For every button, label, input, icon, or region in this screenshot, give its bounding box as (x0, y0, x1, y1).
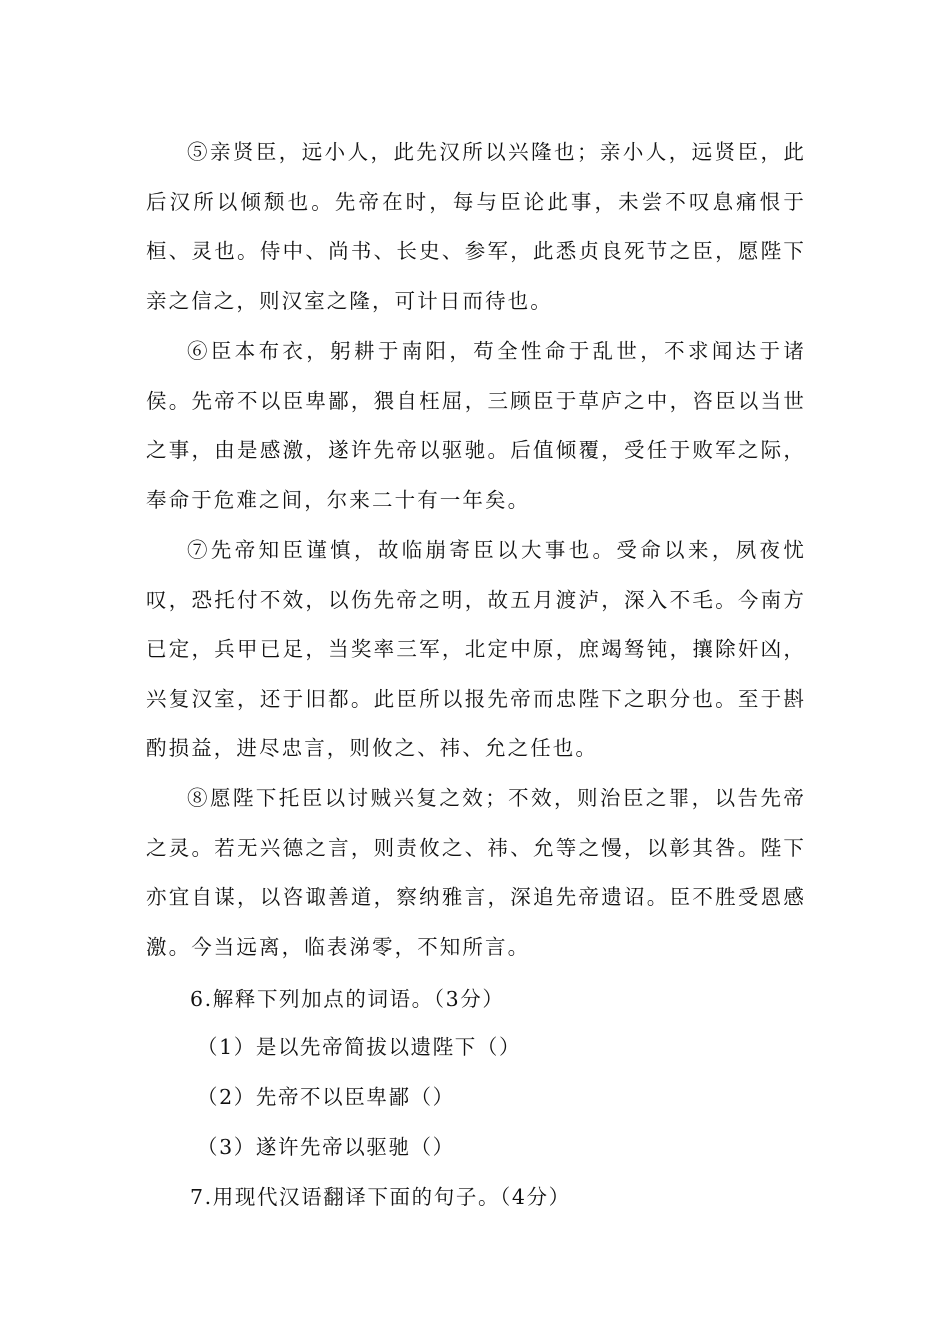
paragraph-7: ⑦先帝知臣谨慎，故临崩寄臣以大事也。受命以来，夙夜忧叹，恐托付不效，以伤先帝之明，故五月渡泸，深入不毛。今南方已定，兵甲已足，当奖率三军，北定中原，庶竭驽钝，攘除奸凶，兴复汉室，还于旧都。此臣所以报先帝而忠陛下之职分也。至于斟酌损益，进尽忠言，则攸之、祎、允之任也。 (146, 538, 806, 760)
question-6-stem: 6.解释下列加点的词语。（3分） (190, 987, 505, 1011)
paragraph-8: ⑧愿陛下托臣以讨贼兴复之效；不效，则治臣之罪，以告先帝之灵。若无兴德之言，则责攸之、祎、允等之慢，以彰其咎。陛下亦宜自谋，以咨诹善道，察纳雅言，深追先帝遗诏。臣不胜受恩感激。今当远离，临表涕零，不知所言。 (146, 786, 806, 959)
paragraph-5: ⑤亲贤臣，远小人，此先汉所以兴隆也；亲小人，远贤臣，此后汉所以倾颓也。先帝在时，每与臣论此事，未尝不叹息痛恨于桓、灵也。侍中、尚书、长史、参军，此悉贞良死节之臣，愿陛下亲之信之，则汉室之隆，可计日而待也。 (146, 140, 806, 313)
question-7-stem: 7.用现代汉语翻译下面的句子。（4分） (190, 1185, 571, 1209)
paragraph-6: ⑥臣本布衣，躬耕于南阳，苟全性命于乱世，不求闻达于诸侯。先帝不以臣卑鄙，猥自枉屈，三顾臣于草庐之中，咨臣以当世之事，由是感激，遂许先帝以驱驰。后值倾覆，受任于败军之际，奉命于危难之间，尔来二十有一年矣。 (146, 339, 806, 512)
question-6-item-2: （2）先帝不以臣卑鄙（） (197, 1085, 455, 1109)
question-6-item-3: （3）遂许先帝以驱驰（） (197, 1135, 455, 1159)
question-6-item-1: （1）是以先帝简拔以遗陛下（） (197, 1035, 522, 1059)
